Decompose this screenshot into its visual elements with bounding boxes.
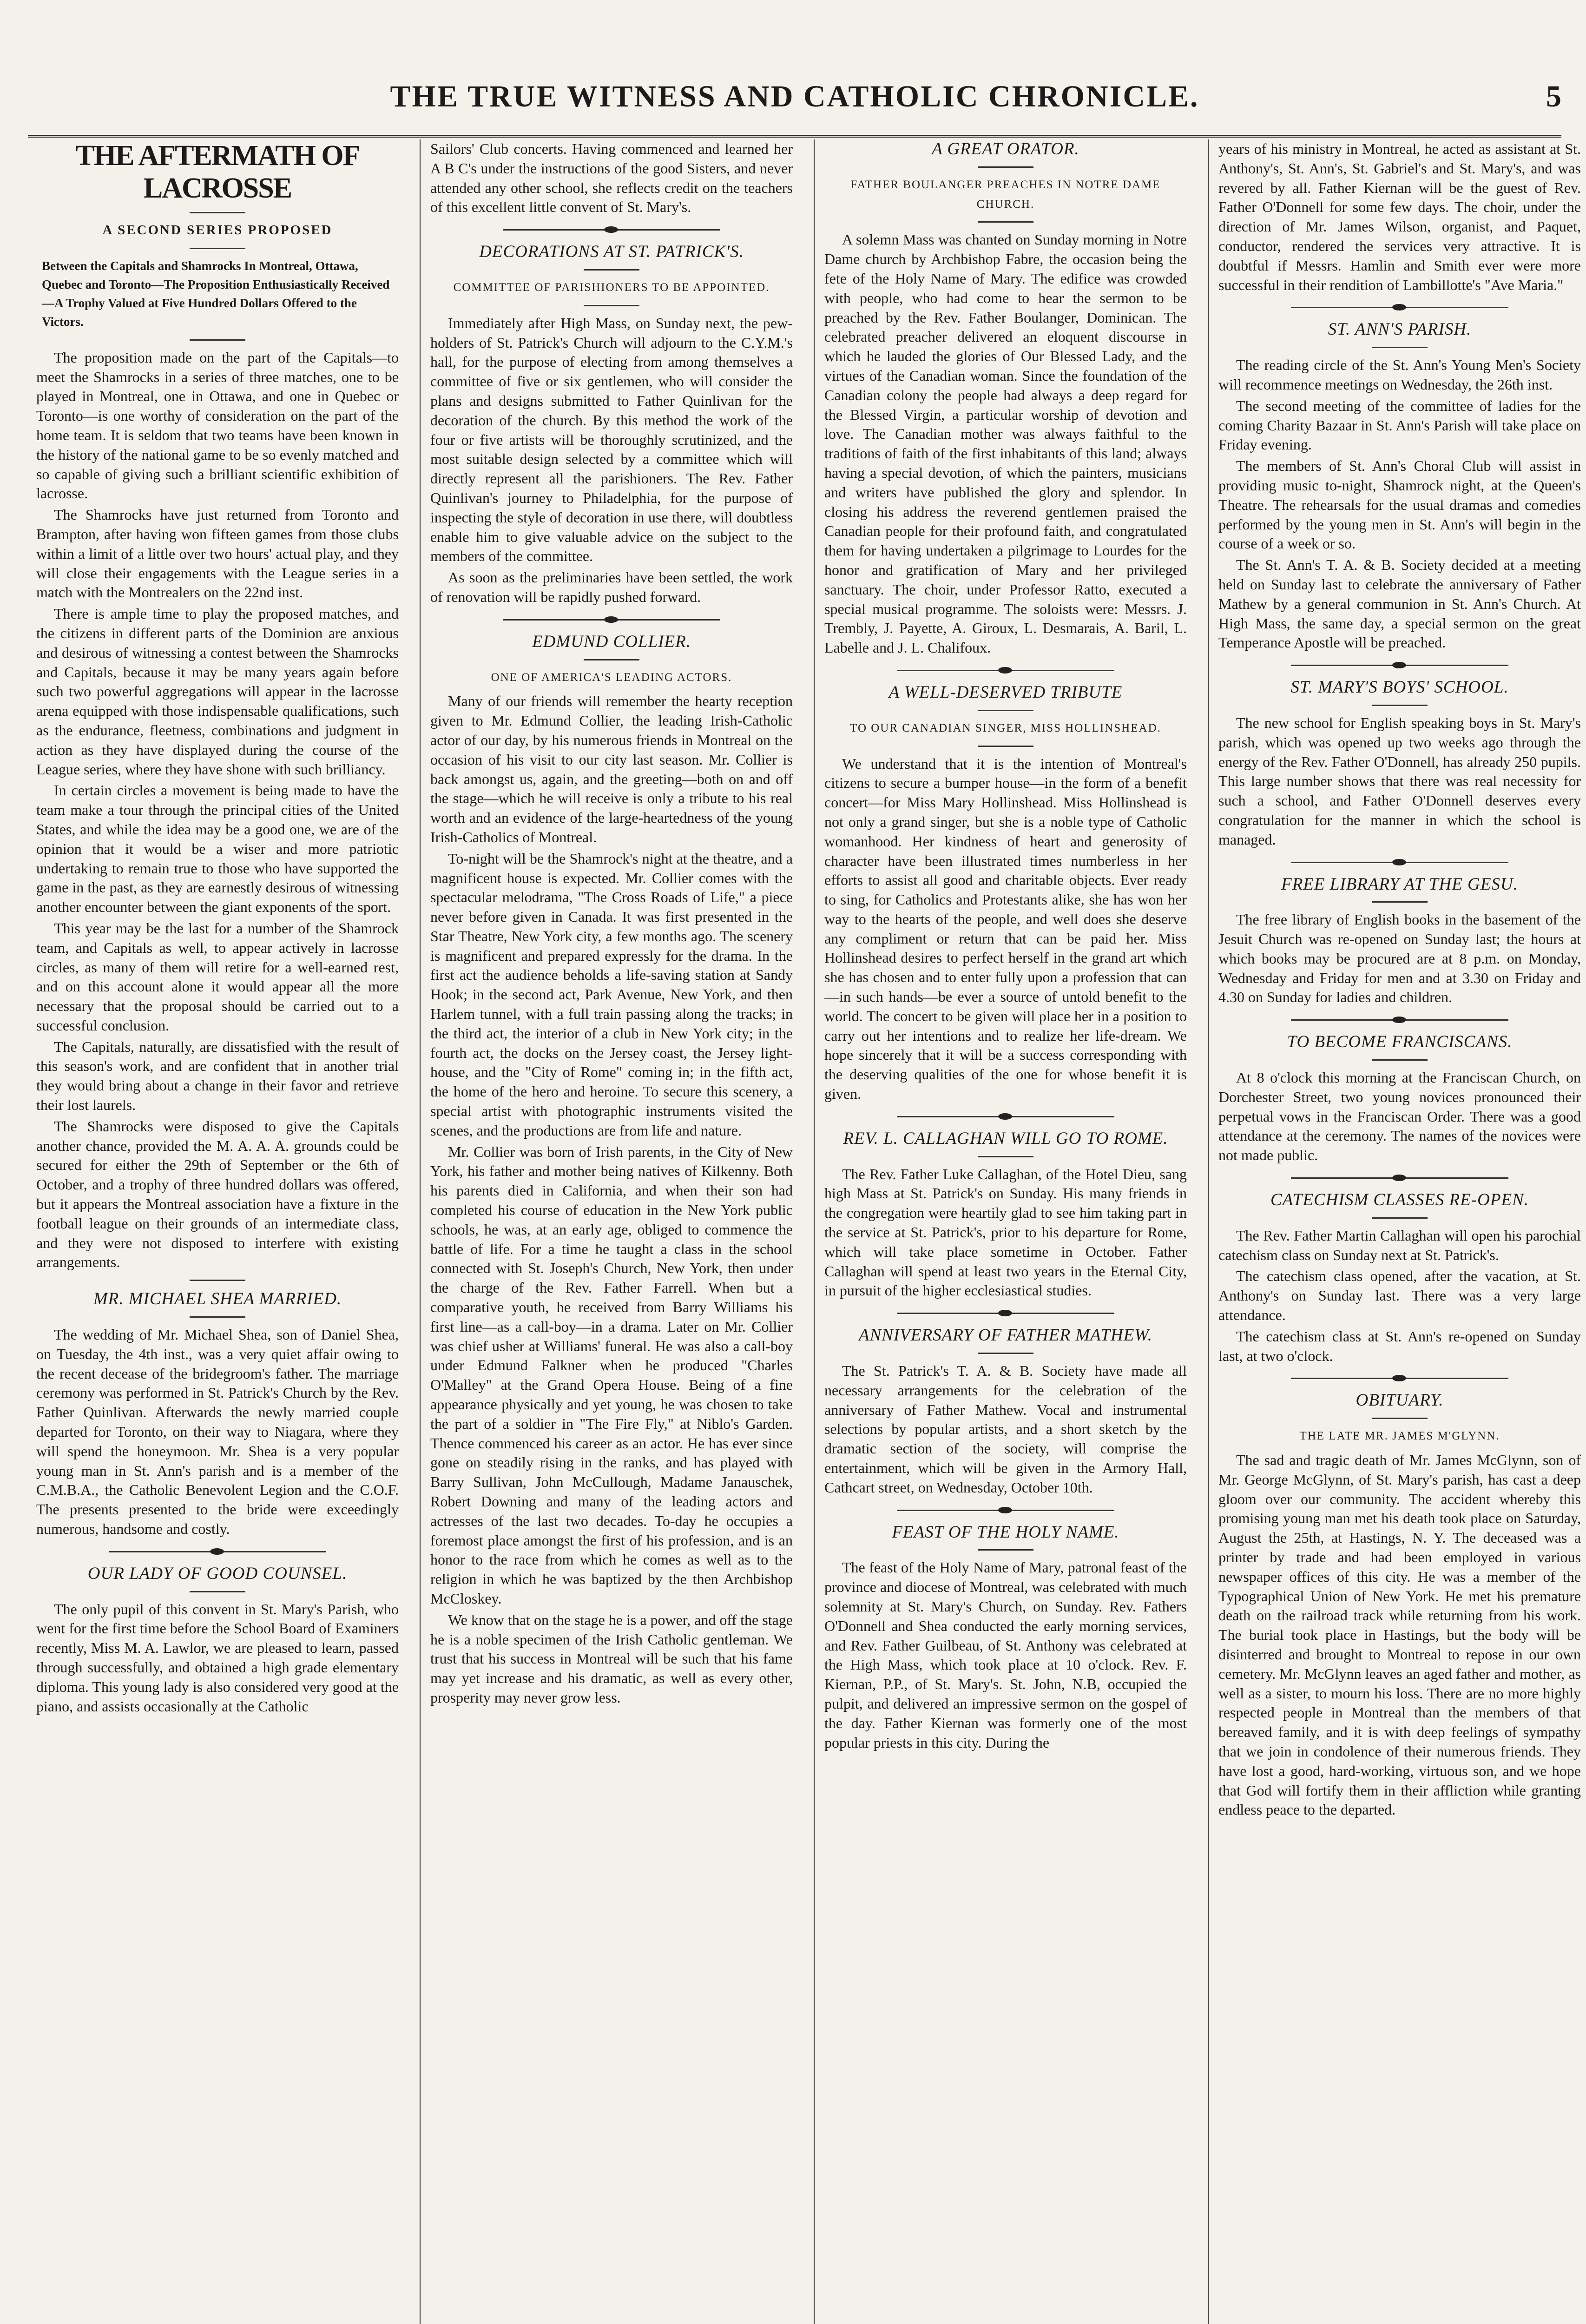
section-divider [1218,1374,1581,1382]
rule [584,305,639,306]
boys-school-text: The new school for English speaking boys in St. Mary's parish, which was opened up two weeks ago through the energy of the Rev. Father O'Donnell, has already 250 pupils. This large number shows that there was real necessity for such a school, and Father O'Donnell deserves every congratulation for the manner in which the school is managed. [1218,714,1581,848]
masthead [28,79,1561,138]
section-divider [430,225,793,234]
rule [978,1156,1033,1157]
catechism-text: The catechism class opened, after the vacation, at St. Anthony's on Sunday last. There was a very large attendance. [1218,1268,1581,1324]
ann-text: The members of St. Ann's Choral Club will assist in providing music to-night, Shamrock night, at the Queen's Theatre. The rehearsals for the usual dramas and comedies performed by the young men in St. Ann's will begin in the course of a week or so. [1218,457,1581,552]
rule [190,1316,245,1318]
orator-subhead: FATHER BOULANGER PREACHES IN NOTRE DAME CHURCH. [850,178,1161,211]
section-divider [1218,303,1581,311]
boys-school-headline: ST. MARY'S BOYS' SCHOOL. [1290,678,1509,697]
rule [584,659,639,660]
ann-text: The reading circle of the St. Ann's Young Men's Society will recommence meetings on Wednesday, the 26th inst. [1218,357,1581,393]
collier-subhead: ONE OF AMERICA'S LEADING ACTORS. [491,671,732,684]
callaghan-headline: REV. L. CALLAGHAN WILL GO TO ROME. [843,1129,1168,1148]
lacrosse-headline: THE AFTERMATH OF LACROSSE [75,140,360,204]
column-rule [420,139,421,2324]
library-text: The free library of English books in the basement of the Jesuit Church was re-opened on Sunday last; the hours at which books may be procured are at 8 p.m. on Monday, Wednesday and Friday for men and at 3.30 on Friday and 4.30 on Sunday for ladies and children. [1218,911,1581,1006]
decorations-subhead: COMMITTEE OF PARISHIONERS TO BE APPOINTED. [453,281,770,294]
callaghan-text: The Rev. Father Luke Callaghan, of the Hotel Dieu, sang high Mass at St. Patrick's on Sunday. His many friends in the congregation were heartily glad to see him taking part in the service at St. Patrick's, prior to his departure for Rome, which will take place sometime in October. Father Callaghan will spend at least two years in the Eternal City, in pursuit of the higher ecclesiastical studies. [824,1165,1187,1299]
orator-text: A solemn Mass was chanted on Sunday morning in Notre Dame church by Archbishop Fabre, the occasion being the fete of the Holy Name of Mary. The edifice was crowded with people, who had come to hear the sermon to be preached by the Rev. Father Boulanger, Dominican. The celebrated preacher delivered an eloquent discourse in which he lauded the glories of Our Blessed Lady, and the virtues of the Canadian woman. Since the foundation of the Canadian colony the people had always a deep regard for the Blessed Virgin, a particular worship of devotion and love. The Canadian mother was always faithful to the traditions of faith of the first inhabitants of this land; always having a special devotion, of which the painters, musicians and writers have published the glory and splendor. In closing his address the reverend gentlemen praised the Canadian people for their profound faith, and congratulated them for having undertaken a pilgrimage to Lourdes for the honor and gratification of Mary and her privileged sanctuary. The choir, under Professor Ratto, executed a special musical programme. The soloists were: Messrs. J. Trembly, J. Payette, A. Giroux, L. Desmarais, A. Baril, L. Labelle and J. L. Chalifoux. [824,231,1187,656]
collier-text: Many of our friends will remember the hearty reception given to Mr. Edmund Collier, the leading Irish-Catholic actor of our day, by his numerous friends in Montreal on the occasion of his visit to our city last season. Mr. Collier is back amongst us, again, and the greeting—both on and off the stage—which he will receive is only a tribute to his real worth and an evidence of the large-heartedness of the young Irish-Catholics of Montreal. [430,693,793,845]
mathew-text: The St. Patrick's T. A. & B. Society have made all necessary arrangements for the celebration of the anniversary of Father Mathew. Vocal and instrumental selections by popular artists, and a short sketch by the dramatic section of the society, will comprise the entertainment, which will be given in the Armory Hall, Cathcart street, on Wednesday, October 10th. [824,1362,1187,1496]
shea-text: The wedding of Mr. Michael Shea, son of Daniel Shea, on Tuesday, the 4th inst., was a very quiet affair owing to the recent decease of the bridegroom's father. The marriage ceremony was performed in St. Patrick's Church by the Rev. Father Quinlivan. Afterwards the newly married couple departed for Toronto, on their way to Niagara, where they will spend the honeymoon. Mr. Shea is a very popular young man in St. Ann's parish and is a member of the C.M.B.A., the Catholic Benevolent Legion and the C.O.F. The presents presented to the bride were exceedingly numerous, handsome and costly. [36,1326,399,1538]
section-divider [824,666,1187,674]
feast-text: The feast of the Holy Name of Mary, patronal feast of the province and diocese of Montreal, was celebrated with much solemnity at St. Mary's Church, on Sunday. Rev. Fathers O'Donnell and Shea conducted the early morning services, and Rev. Father Guilbeau, of St. Anthony was celebrated at the High Mass, which took place at 10 o'clock. Rev. F. Kiernan, P.P., of St. Mary's. St. John, N.B, occupied the pulpit, and delivered an impressive sermon on the gospel of the day. Father Kiernan was formerly one of the most popular priests in this city. During the [824,1559,1187,1751]
collier-text: To-night will be the Shamrock's night at the theatre, and a magnificent house is expected. Mr. Collier comes with the spectacular melodrama, "The Cross Roads of Life," a piece never before given in Canada. It was first presented in the Star Theatre, New York city, a few months ago. The scenery is magnificent and prepared expressly for the drama. In the first act the audience beholds a life-saving station at Sandy Hook; in the second act, Park Avenue, New York, and then Harlem tunnel, with a full train passing along the tracks; in the third act, the interior of a club in New York city; in the fourth act, the docks on the Jersey coast, the Jersey light-house, and the "City of Rome" coming in; in the fifth act, the home of the hero and heroine. To secure this scenery, a special artist with photographic instruments visited the scenes, and the productions are from life and nature. [430,850,793,1139]
obituary-headline: OBITUARY. [1356,1391,1444,1410]
rule [978,1353,1033,1354]
rule [978,746,1033,747]
rule [1372,1418,1428,1419]
decorations-text: As soon as the preliminaries have been settled, the work of renovation will be rapidly pushed forward. [430,569,793,605]
collier-text: Mr. Collier was born of Irish parents, in the City of New York, his father and mother being natives of Kilkenny. Both his parents died in California, and when their son had completed his course of education in the New York public schools, he was, at an early age, obliged to commence the battle of life. For a time he taught a class in the school connected with St. Joseph's Church, New York, then under the charge of the Rev. Father Farrell. When but a comparative youth, he received from Barry Williams his first line—as a call-boy—in a drama. Later on Mr. Collier was chief usher at Williams' funeral. He was also a call-boy under Edmund Falkner when he produced "Charles O'Malley" at the Grand Opera House. Being of a fine appearance physically and yet young, he was chosen to take the part of a soldier in "The Fire Fly," at Niblo's Garden. Thence commenced his career as an actor. He has ever since gone on steadily rising in the ranks, and has played with Barry Sullivan, John McCullough, Madame Janauschek, Robert Downing and many of the leading actors and actresses of the last two decades. To-day he occupies a foremost place amongst the first of his profession, and is an honor to the race from which he comes as well as to the religion in which he was baptized by the then Archbishop McCloskey. [430,1143,793,1607]
rule [1372,1217,1428,1219]
article-paragraph: The proposition made on the part of the Capitals—to meet the Shamrocks in a series of three matches, one to be played in Montreal, one in Ottawa, and one in Quebec or Toronto—is one worthy of consideration on the part of the home team. It is seldom that two teams have been known in the history of the national game to be so evenly matched and so capable of giving such a brilliant scientific exhibition of lacrosse. [36,349,399,502]
rule [1372,705,1428,706]
rule [190,1280,245,1281]
decorations-headline: DECORATIONS AT ST. PATRICK'S. [479,242,744,262]
rule [584,269,639,271]
column-1 [36,139,399,2324]
article-paragraph: The Shamrocks were disposed to give the Capitals another chance, provided the M. A. A. A. grounds could be secured for either the 29th of September or the 6th of October, and a trophy of three hundred dollars was offered, but it appears the Montreal association have a fixture in the football league on their grounds of an intermediate class, and they were not disposed to interfere with existing arrangements. [36,1117,399,1271]
collier-text: We know that on the stage he is a power, and off the stage he is a noble specimen of the Irish Catholic gentleman. We trust that his success in Montreal will be such that his fame may yet increase and his dramatic, as well as every other, prosperity may never grow less. [430,1611,793,1706]
page-number: 5 [1546,79,1561,113]
column-3 [824,139,1187,2324]
article-paragraph: There is ample time to play the proposed matches, and the citizens in different parts of the Dominion are anxious and desirous of witnessing a contest between the Shamrocks and Capitals, because it may be many years again before such two powerful aggregations will appear in the lacrosse arena equipped with those indispensable qualifications, such as the endurance, fleetness, combinations and judgment in action as they have displayed during the course of the League series, where they have shone with such brilliancy. [36,605,399,778]
franciscans-text: At 8 o'clock this morning at the Franciscan Church, on Dorchester Street, two young novices pronounced their perpetual vows in the Franciscan Order. There was a good attendance at the ceremony. The names of the novices were not made public. [1218,1069,1581,1164]
rule [978,221,1033,223]
rule [190,339,245,341]
tribute-headline: A WELL-DESERVED TRIBUTE [888,682,1123,702]
lady-headline: OUR LADY OF GOOD COUNSEL. [87,1564,348,1583]
ann-text: The second meeting of the committee of ladies for the coming Charity Bazaar in St. Ann's Parish will take place on Friday evening. [1218,397,1581,453]
lady-text: The only pupil of this convent in St. Mary's Parish, who went for the first time before the School Board of Examiners recently, Miss M. A. Lawlor, we are pleased to learn, passed through successfully, and obtained a high grade elementary diploma. This young lady is also considered very good at the piano, and assists occasionally at the Catholic [36,1600,399,1715]
rule [978,1549,1033,1551]
section-divider [824,1506,1187,1514]
catechism-text: The catechism class at St. Ann's re-opened on Sunday last, at two o'clock. [1218,1327,1581,1364]
section-divider [1218,661,1581,669]
lacrosse-deck: Between the Capitals and Shamrocks In Montreal, Ottawa, Quebec and Toronto—The Proposition Enthusiastically Received—A Trophy Valued at Five Hundred Dollars Offered to the Victors. [42,258,390,329]
rule [1372,1059,1428,1061]
mathew-headline: ANNIVERSARY OF FATHER MATHEW. [859,1326,1152,1345]
article-paragraph: In certain circles a movement is being made to have the team make a tour through the principal cities of the United States, and while the idea may be a good one, we are of the opinion that it would be a wiser and more patriotic undertaking to remain true to those who have supported the game in the past, as they are earnestly desirous of witnessing another encounter between the giant exponents of the sport. [36,782,399,916]
lacrosse-subheadline: A SECOND SERIES PROPOSED [102,223,333,238]
orator-headline: A GREAT ORATOR. [932,139,1079,158]
rule [978,166,1033,168]
column-4 [1218,139,1581,2324]
decorations-text: Immediately after High Mass, on Sunday next, the pew-holders of St. Patrick's Church will adjourn to the C.Y.M.'s hall, for the purpose of electing from among themselves a committee of five or six gentlemen, who will consider the plans and designs submitted to Father Quinlivan for the decoration of the church. By this method the work of the four or five artists will be thoroughly scrutinized, and the most suitable design selected by a committee which will directly represent all the parishioners. The Rev. Father Quinlivan's journey to Philadelphia, for the purpose of inspecting the style of decoration in use there, will doubtless enable him to give valuable advice on the subject to the members of the committee. [430,314,793,565]
shea-headline: MR. MICHAEL SHEA MARRIED. [93,1289,342,1309]
section-divider [1218,1016,1581,1024]
obituary-text: The sad and tragic death of Mr. James McGlynn, son of Mr. George McGlynn, of St. Mary's parish, has cast a deep gloom over our community. The accident whereby this promising young man met his death took place on Saturday, August the 25th, at Hastings, N. Y. The deceased was a printer by trade and had been employed in various newspaper offices of this city. He was a member of the Typographical Union of New York. He met his premature death on the railroad track while returning from his work. The burial took place in Hastings, but the body will be disinterred and brought to Montreal to repose in our own cemetery. Mr. McGlynn leaves an aged father and mother, as well as a sister, to mourn his loss. There are no more highly respected people in Montreal than the members of that bereaved family, and it is with deep feelings of sympathy that we join in condolence of their numerous friends. They have lost a good, hard-working, virtuous son, and we hope that God will fortify them in their affliction while granting endless peace to the departed. [1218,1452,1581,1818]
franciscans-headline: TO BECOME FRANCISCANS. [1287,1032,1513,1052]
rule [1372,901,1428,903]
feast-headline: FEAST OF THE HOLY NAME. [892,1522,1119,1542]
section-divider [430,615,793,624]
rule [190,248,245,249]
catechism-text: The Rev. Father Martin Callaghan will open his parochial catechism class on Sunday next at St. Patrick's. [1218,1227,1581,1263]
obituary-subhead: THE LATE MR. JAMES M'GLYNN. [1299,1430,1500,1443]
section-divider [824,1309,1187,1317]
article-paragraph: The Capitals, naturally, are dissatisfied with the result of this season's work, and are confident that in another trial they would bring about a change in their favor and retrieve their lost laurels. [36,1038,399,1114]
ann-text: The St. Ann's T. A. & B. Society decided at a meeting held on Sunday last to celebrate the anniversary of Father Mathew by a general communion in St. Ann's Church. At High Mass, the same day, a special sermon on the great Temperance Apostle will be preached. [1218,556,1581,651]
article-paragraph: years of his ministry in Montreal, he acted as assistant at St. Anthony's, St. Ann's, St. Gabriel's and St. Mary's, and was revered by all. Father Kiernan will be the guest of Rev. Father O'Donnell for some few days. The choir, under the direction of Mr. James Wilson, organist, and Paquet, conductor, rendered the services very attractive. It is doubtful if Messrs. Hamlin and Smith ever were more successful in their rendition of Lambillotte's "Ave Maria." [1218,140,1581,293]
tribute-subhead: TO OUR CANADIAN SINGER, MISS HOLLINSHEAD. [850,721,1161,734]
catechism-headline: CATECHISM CLASSES RE-OPEN. [1270,1190,1529,1210]
collier-headline: EDMUND COLLIER. [532,632,691,651]
tribute-text: We understand that it is the intention of Montreal's citizens to secure a bumper house—in the form of a benefit concert—for Miss Mary Hollinshead. Miss Hollinshead is not only a grand singer, but she is a noble type of Catholic womanhood. Her kindness of heart and generosity of character have been illustrated times numberless in her efforts to assist all good and charitable objects. Ever ready to sing, for Catholics and Protestants alike, she has won her way to the hearts of the people, and well does she deserve any compliment or return that can be paid her. Miss Hollinshead desires to perfect herself in the grand art which she has chosen and to enter fully upon a profession that can—in such hands—be ever a source of untold benefit to the world. The concert to be given will place her in a position to carry out her intentions and to realize her life-dream. We hope sincerely that it will be a success corresponding with the deserving qualities of the one for whose benefit it is given. [824,755,1187,1103]
rule [1372,347,1428,348]
section-divider [36,1547,399,1556]
rule [190,212,245,213]
rule [190,1591,245,1592]
library-headline: FREE LIBRARY AT THE GESU. [1281,874,1518,894]
section-divider [824,1112,1187,1121]
section-divider [1218,1174,1581,1182]
column-2 [430,139,793,2324]
article-paragraph: This year may be the last for a number of the Shamrock team, and Capitals as well, to appear actively in lacrosse circles, as many of them will retire for a well-earned rest, and on this account alone it would appear all the more necessary that the proposal should be carried out to a successful conclusion. [36,919,399,1034]
newspaper-title: THE TRUE WITNESS AND CATHOLIC CHRONICLE. [390,79,1199,113]
column-rule [1208,139,1209,2324]
article-paragraph: The Shamrocks have just returned from Toronto and Brampton, after having won fifteen games from those clubs within a limit of a little over two hours' actual play, and they will close their engagements with the League series in a match with the Montrealers on the 22nd inst. [36,506,399,601]
section-divider [1218,858,1581,866]
article-paragraph: Sailors' Club concerts. Having commenced and learned her A B C's under the instructions of the good Sisters, and never attended any other school, she reflects credit on the teachers of this excellent little convent of St. Mary's. [430,140,793,216]
rule [978,710,1033,711]
column-rule [814,139,815,2324]
ann-headline: ST. ANN'S PARISH. [1328,320,1472,339]
